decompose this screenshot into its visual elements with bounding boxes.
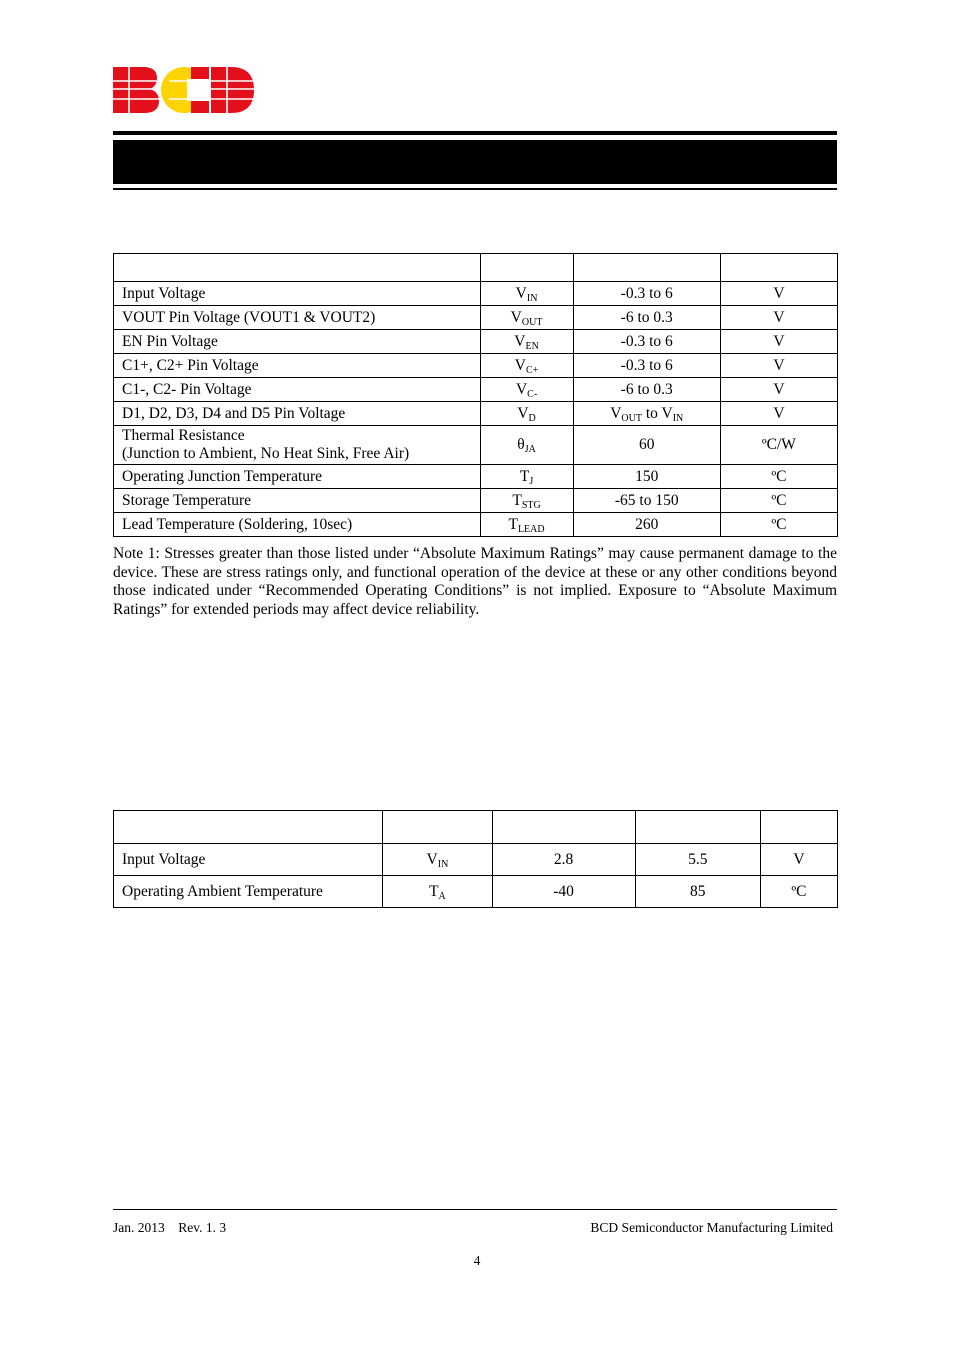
absolute-maximum-ratings-table <box>113 253 838 537</box>
title-bar <box>113 140 837 184</box>
parameter-cell: Thermal Resistance (Junction to Ambient, No Heat Sink, Free Air) <box>114 426 481 465</box>
min-cell: -40 <box>492 876 635 908</box>
rating-cell: -0.3 to 6 <box>573 330 720 354</box>
table-row <box>114 306 838 330</box>
rating-cell: 60 <box>573 426 720 465</box>
table-row <box>114 465 838 489</box>
rating-cell: -65 to 150 <box>573 489 720 513</box>
rating-cell: 260 <box>573 513 720 537</box>
logo-letter-c <box>161 67 209 113</box>
footer-rule <box>113 1209 837 1210</box>
parameter-cell: Input Voltage <box>114 844 383 876</box>
table-row <box>114 426 838 465</box>
unit-cell: ºC <box>760 876 837 908</box>
rating-cell: -6 to 0.3 <box>573 378 720 402</box>
parameter-cell: VOUT Pin Voltage (VOUT1 & VOUT2) <box>114 306 481 330</box>
unit-cell: V <box>720 306 837 330</box>
unit-cell: V <box>720 402 837 426</box>
max-cell: 85 <box>635 876 760 908</box>
unit-cell: V <box>720 378 837 402</box>
header-rule <box>113 131 837 135</box>
parameter-cell: Storage Temperature <box>114 489 481 513</box>
unit-cell: V <box>760 844 837 876</box>
symbol-cell: $V_D$ <box>480 402 573 426</box>
unit-cell: V <box>720 282 837 306</box>
unit-cell: ºC <box>720 465 837 489</box>
max-cell: 5.5 <box>635 844 760 876</box>
symbol-cell: $T_J$ <box>480 465 573 489</box>
logo-letter-d <box>211 67 254 113</box>
symbol-cell: $T_{LEAD}$ <box>480 513 573 537</box>
table-header-row <box>114 254 838 282</box>
unit-cell: V <box>720 354 837 378</box>
rating-cell: -0.3 to 6 <box>573 354 720 378</box>
rating-cell: -6 to 0.3 <box>573 306 720 330</box>
min-cell: 2.8 <box>492 844 635 876</box>
unit-cell: ºC/W <box>720 426 837 465</box>
unit-cell: ºC <box>720 513 837 537</box>
symbol-cell: $V_{C+}$ <box>480 354 573 378</box>
rating-cell: $V_{OUT}$ to $V_{IN}$ <box>573 402 720 426</box>
symbol-cell: $T_{STG}$ <box>480 489 573 513</box>
parameter-cell: Operating Ambient Temperature <box>114 876 383 908</box>
logo-letter-b <box>113 67 159 113</box>
unit-cell: V <box>720 330 837 354</box>
symbol-cell: $\theta_{JA}$ <box>480 426 573 465</box>
parameter-cell: D1, D2, D3, D4 and D5 Pin Voltage <box>114 402 481 426</box>
table-row <box>114 282 838 306</box>
page-number: 4 <box>473 1253 481 1268</box>
recommended-operating-conditions-table <box>113 810 838 908</box>
symbol-cell: $V_{IN}$ <box>383 844 492 876</box>
parameter-cell: EN Pin Voltage <box>114 330 481 354</box>
symbol-cell: $V_{EN}$ <box>480 330 573 354</box>
parameter-cell: C1+, C2+ Pin Voltage <box>114 354 481 378</box>
note-text: Note 1: Stresses greater than those listed under “Absolute Maximum Ratings” may cause permanent damage to the device. These are stress ratings only, and functional operation of the device at these or any other conditions beyond those indicated under “Recommended Operating Conditions” is not implied. Exposure to “Absolute Maximum Ratings” for extended periods may affect device reliability. <box>113 545 837 618</box>
parameter-cell: Operating Junction Temperature <box>114 465 481 489</box>
symbol-cell: $V_{C-}$ <box>480 378 573 402</box>
footer-date-revision: Jan. 2013 Rev. 1. 3 <box>113 1220 227 1235</box>
table-row <box>114 844 838 876</box>
table-row <box>114 402 838 426</box>
title-bar-underline <box>113 188 837 190</box>
table-row <box>114 354 838 378</box>
table-row <box>114 489 838 513</box>
table-row <box>114 876 838 908</box>
footer-company: BCD Semiconductor Manufacturing Limited <box>590 1220 833 1235</box>
table-row <box>114 513 838 537</box>
symbol-cell: $V_{IN}$ <box>480 282 573 306</box>
parameter-cell: Input Voltage <box>114 282 481 306</box>
table-header-row <box>114 811 838 844</box>
table-row <box>114 378 838 402</box>
unit-cell: ºC <box>720 489 837 513</box>
rating-cell: 150 <box>573 465 720 489</box>
table-row <box>114 330 838 354</box>
symbol-cell: $V_{OUT}$ <box>480 306 573 330</box>
parameter-cell: C1-, C2- Pin Voltage <box>114 378 481 402</box>
symbol-cell: $T_A$ <box>383 876 492 908</box>
parameter-cell: Lead Temperature (Soldering, 10sec) <box>114 513 481 537</box>
bcd-logo <box>113 65 255 115</box>
rating-cell: -0.3 to 6 <box>573 282 720 306</box>
